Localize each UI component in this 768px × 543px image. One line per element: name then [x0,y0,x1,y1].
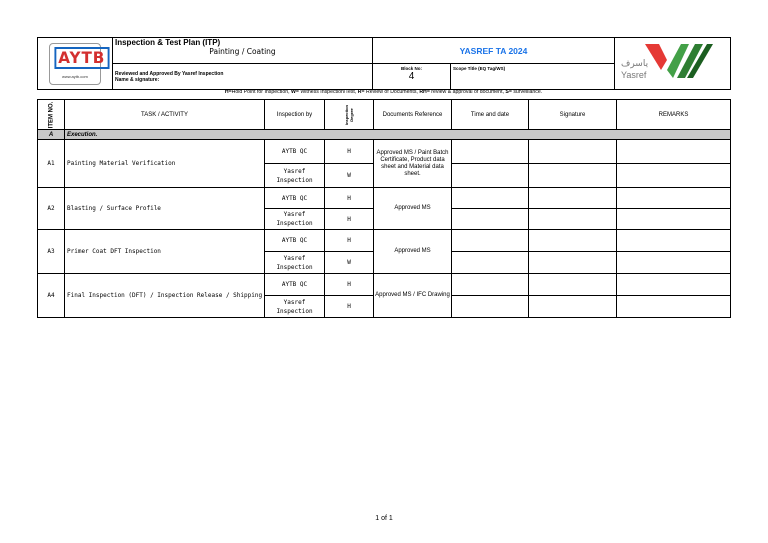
doc-subtitle: Painting / Coating [209,47,276,56]
inspection-degree: W [325,252,374,274]
section-code: A [38,130,65,140]
reviewed-by: Reviewed and Approved By Yasref Inspection [115,70,224,77]
yasref-logo [615,38,729,84]
inspection-by: Yasref Inspection [265,296,325,318]
legend-code: R [357,89,362,95]
remarks-cell[interactable] [617,230,731,252]
remarks-cell[interactable] [617,140,731,164]
inspection-degree: H [325,209,374,230]
remarks-cell[interactable] [617,296,731,318]
inspection-by: Yasref Inspection [265,252,325,274]
signature-cell[interactable] [529,188,617,209]
legend-text: = surveillance. [508,89,543,95]
yasref-logo-text: Yasref [621,70,647,80]
remarks-cell[interactable] [617,188,731,209]
time-date-cell[interactable] [452,209,529,230]
documents-reference: Approved MS [374,188,452,230]
col-inspection-degree: Inspection Degree [325,100,374,130]
signature-cell[interactable] [529,296,617,318]
aytb-logo-cell [38,38,113,90]
item-number: A4 [38,274,65,318]
documents-reference: Approved MS / Paint Batch Certificate, Product data sheet and Material data sheet. [374,140,452,188]
time-date-cell[interactable] [452,230,529,252]
time-date-cell[interactable] [452,140,529,164]
block-value: 4 [408,71,415,82]
signature-cell[interactable] [529,252,617,274]
task-activity: Primer Coat DFT Inspection [65,230,265,274]
scope-cell [451,64,615,90]
legend-text: = Review of Documents, [361,89,420,95]
col-remarks: REMARKS [617,100,731,130]
col-item-no: ITEM NO. [38,100,65,130]
legend [37,89,730,95]
signature-cell[interactable] [529,164,617,188]
page-number: 1 of 1 [375,515,393,522]
task-activity: Final Inspection (DFT) / Inspection Release / Shipping [65,274,265,318]
col-time-date: Time and date [452,100,529,130]
item-number: A3 [38,230,65,274]
inspection-by: AYTB QC [265,230,325,252]
signature-cell[interactable] [529,230,617,252]
inspection-degree: W [325,164,374,188]
legend-code: H [224,89,229,95]
inspection-by: AYTB QC [265,140,325,164]
remarks-cell[interactable] [617,209,731,230]
item-number: A1 [38,140,65,188]
yasref-arabic: ياسرف [621,59,649,69]
legend-text: =Hold Point for Inspection, [228,89,291,95]
section-row [38,130,731,140]
legend-code: RH [419,89,427,95]
col-documents: Documents Reference [374,100,452,130]
col-task: TASK / ACTIVITY [65,100,265,130]
inspection-degree: H [325,140,374,164]
block-cell [373,64,451,90]
table-row [38,140,731,164]
table-row [38,188,731,209]
documents-reference: Approved MS [374,230,452,274]
inspection-by: Yasref Inspection [265,164,325,188]
inspection-by: AYTB QC [265,188,325,209]
section-label: Execution. [65,130,731,140]
signature-cell[interactable] [529,274,617,296]
project-title: YASREF TA 2024 [373,38,615,64]
signature-cell[interactable] [529,140,617,164]
legend-text: = review & approval of document, [426,89,506,95]
inspection-degree: H [325,296,374,318]
inspection-degree: H [325,188,374,209]
inspection-by: AYTB QC [265,274,325,296]
inspection-degree: H [325,230,374,252]
yasref-logo-cell [615,38,731,90]
task-activity: Blasting / Surface Profile [65,188,265,230]
time-date-cell[interactable] [452,274,529,296]
scope-label: Scope Title (EQ Tag/WS) [453,66,506,71]
inspection-by: Yasref Inspection [265,209,325,230]
time-date-cell[interactable] [452,164,529,188]
table-row [38,230,731,252]
aytb-logo [49,43,106,85]
task-activity: Painting Material Verification [65,140,265,188]
itp-table [37,99,731,318]
col-inspection-by: Inspection by [265,100,325,130]
col-signature: Signature [529,100,617,130]
aytb-logo-text: AYTB [54,47,109,69]
block-label: Block No: [400,66,422,71]
documents-reference: Approved MS / IFC Drawing [374,274,452,318]
itp-header [37,37,731,90]
table-row [38,274,731,296]
item-number: A2 [38,188,65,230]
inspection-degree: H [325,274,374,296]
table-header-row [38,100,731,130]
aytb-logo-url: www.aytb.com [62,73,88,79]
remarks-cell[interactable] [617,274,731,296]
time-date-cell[interactable] [452,188,529,209]
legend-text: = Witness Inspection/Test, [295,89,358,95]
doc-title: Inspection & Test Plan (ITP) [115,38,221,47]
legend-code: W [291,89,296,95]
legend-code: S [505,89,509,95]
title-cell [113,38,373,64]
name-signature-label: Name & signature: [115,76,160,83]
remarks-cell[interactable] [617,252,731,274]
signature-cell[interactable] [529,209,617,230]
time-date-cell[interactable] [452,296,529,318]
reviewed-cell [113,64,373,90]
time-date-cell[interactable] [452,252,529,274]
remarks-cell[interactable] [617,164,731,188]
